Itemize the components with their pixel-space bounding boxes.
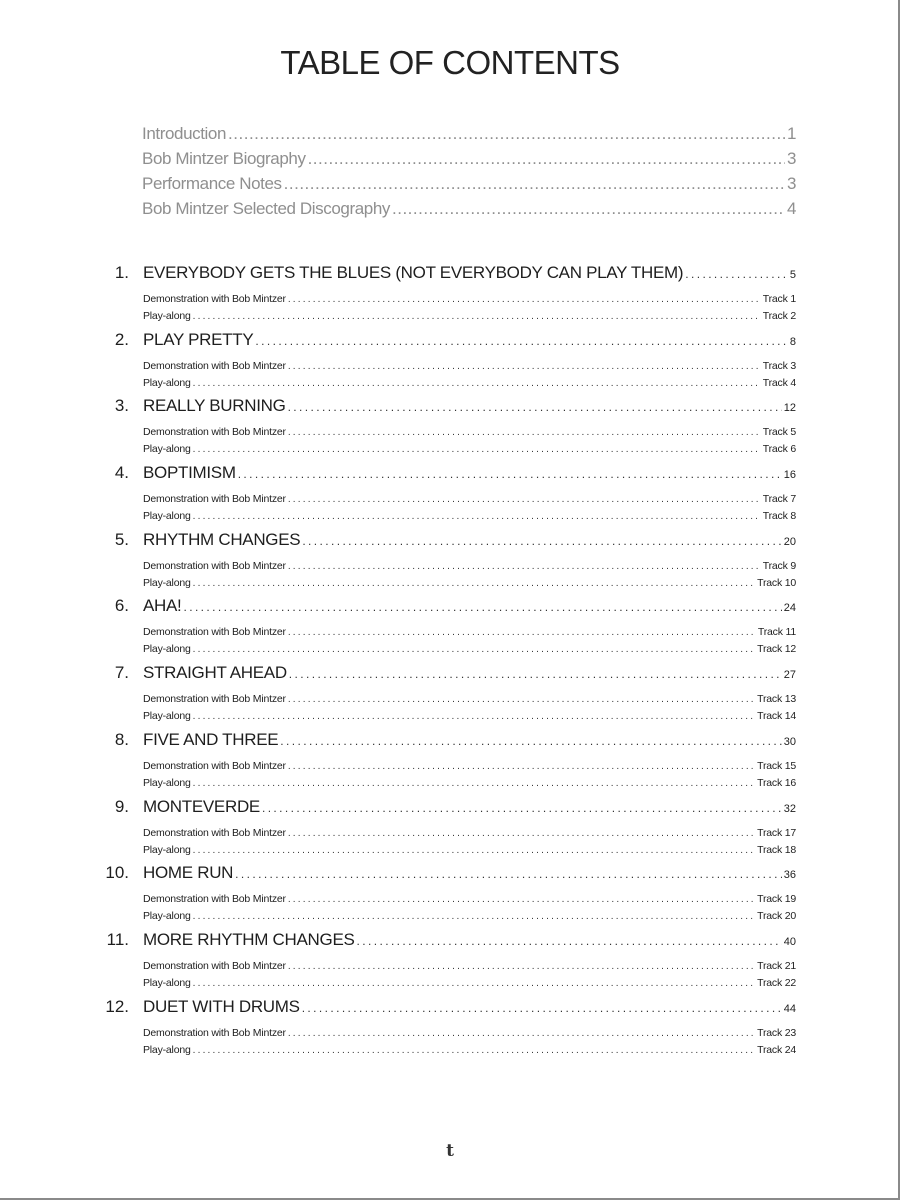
- play-along-track-row[interactable]: [143, 377, 796, 394]
- song-page: 44: [783, 1002, 796, 1015]
- play-along-label: Play-along: [143, 976, 191, 989]
- front-matter-entry[interactable]: [142, 174, 796, 199]
- front-matter-entry[interactable]: [142, 149, 796, 174]
- song-title: FIVE AND THREE: [143, 729, 279, 749]
- song-title: MONTEVERDE: [143, 796, 260, 816]
- play-along-track-row[interactable]: [143, 643, 796, 660]
- song-entry: [100, 596, 796, 663]
- song-entry: [100, 263, 796, 330]
- song-title-row[interactable]: [100, 930, 796, 960]
- song-title: MORE RHYTHM CHANGES: [143, 929, 355, 949]
- play-along-track-row[interactable]: [143, 443, 796, 460]
- dot-leader: [288, 961, 755, 972]
- demo-track: Track 13: [757, 693, 796, 706]
- demo-track-row[interactable]: [143, 760, 796, 777]
- demo-track-row[interactable]: [143, 1027, 796, 1044]
- demo-track: Track 5: [762, 426, 796, 439]
- play-along-track: Track 16: [757, 776, 796, 789]
- dot-leader: [289, 667, 782, 681]
- demo-label: Demonstration with Bob Mintzer: [143, 359, 286, 372]
- demo-track: Track 3: [762, 359, 796, 372]
- song-number: 1.: [114, 263, 129, 282]
- play-along-track-row[interactable]: [143, 844, 796, 861]
- dot-leader: [262, 801, 782, 815]
- dot-leader: [193, 911, 756, 922]
- dot-leader: [288, 294, 761, 305]
- front-matter-list: [142, 124, 796, 224]
- song-title: BOPTIMISM: [143, 463, 236, 483]
- song-page: 40: [783, 935, 796, 948]
- play-along-track: Track 20: [757, 910, 796, 923]
- dot-leader: [392, 199, 785, 219]
- dot-leader: [288, 1028, 755, 1039]
- play-along-label: Play-along: [143, 310, 191, 322]
- dot-leader: [193, 311, 761, 322]
- dot-leader: [288, 828, 755, 839]
- song-title-row[interactable]: [100, 596, 796, 626]
- song-page: 36: [783, 869, 796, 882]
- song-number: 4.: [114, 463, 129, 483]
- dot-leader: [193, 1045, 756, 1056]
- front-matter-page: 3: [786, 149, 796, 168]
- play-along-track: Track 12: [757, 643, 796, 656]
- song-title-row[interactable]: [100, 463, 796, 493]
- dot-leader: [288, 694, 755, 705]
- demo-track-row[interactable]: [143, 960, 796, 977]
- song-page: 12: [783, 402, 796, 415]
- song-title: RHYTHM CHANGES: [143, 529, 301, 549]
- play-along-label: Play-along: [143, 843, 191, 856]
- page-title: TABLE OF CONTENTS: [280, 44, 620, 81]
- dot-leader: [183, 600, 781, 614]
- song-page: 20: [783, 535, 796, 548]
- front-matter-label: Performance Notes: [142, 174, 282, 193]
- demo-track: Track 1: [762, 293, 796, 305]
- song-page: 16: [783, 469, 796, 482]
- play-along-track: Track 24: [757, 1043, 796, 1056]
- front-matter-entry[interactable]: [142, 199, 796, 224]
- play-along-track-row[interactable]: [143, 777, 796, 794]
- song-title-row[interactable]: [100, 396, 796, 426]
- play-along-track-row[interactable]: [143, 710, 796, 727]
- play-along-label: Play-along: [143, 776, 191, 789]
- play-along-track: Track 8: [762, 510, 796, 523]
- dot-leader: [302, 1001, 782, 1015]
- dot-leader: [288, 494, 761, 505]
- play-along-track-row[interactable]: [143, 977, 796, 994]
- dot-leader: [193, 845, 756, 856]
- dot-leader: [288, 627, 756, 638]
- demo-track-row[interactable]: [143, 626, 796, 643]
- dot-leader: [308, 149, 785, 169]
- demo-track: Track 15: [757, 759, 796, 772]
- play-along-label: Play-along: [143, 576, 191, 589]
- dot-leader: [255, 334, 787, 348]
- demo-label: Demonstration with Bob Mintzer: [143, 559, 286, 572]
- dot-leader: [288, 894, 755, 905]
- demo-label: Demonstration with Bob Mintzer: [143, 293, 286, 305]
- song-entry: [100, 863, 796, 930]
- song-title: DUET WITH DRUMS: [143, 996, 300, 1016]
- dot-leader: [193, 378, 761, 389]
- play-along-label: Play-along: [143, 643, 191, 656]
- play-along-track-row[interactable]: [143, 910, 796, 927]
- dot-leader: [288, 427, 761, 438]
- front-matter-page: 1: [786, 124, 796, 143]
- dot-leader: [238, 467, 782, 481]
- demo-track-row[interactable]: [143, 827, 796, 844]
- dot-leader: [302, 534, 781, 548]
- dot-leader: [193, 578, 756, 589]
- play-along-track: Track 10: [757, 576, 796, 589]
- song-entry: [100, 930, 796, 997]
- song-number: 10.: [105, 863, 129, 883]
- demo-track-row[interactable]: [143, 293, 796, 310]
- dot-leader: [193, 644, 756, 655]
- demo-label: Demonstration with Bob Mintzer: [143, 893, 286, 906]
- dot-leader: [193, 778, 756, 789]
- demo-track-row[interactable]: [143, 426, 796, 443]
- dot-leader: [685, 267, 788, 281]
- demo-track: Track 9: [762, 559, 796, 572]
- song-title: HOME RUN: [143, 863, 234, 883]
- dot-leader: [193, 711, 756, 722]
- song-entry: [100, 730, 796, 797]
- song-entry: [100, 797, 796, 864]
- demo-label: Demonstration with Bob Mintzer: [143, 493, 286, 506]
- song-number: 5.: [114, 529, 129, 549]
- demo-track-row[interactable]: [143, 493, 796, 510]
- song-title-row[interactable]: [100, 730, 796, 760]
- song-number: 12.: [105, 996, 129, 1016]
- play-along-track: Track 22: [757, 976, 796, 989]
- demo-track: Track 21: [757, 959, 796, 972]
- song-page: 32: [783, 802, 796, 815]
- front-matter-page: 3: [786, 174, 796, 193]
- demo-track: Track 23: [757, 1026, 796, 1039]
- song-number: 11.: [106, 929, 129, 949]
- song-entry: [100, 330, 796, 397]
- song-title-row[interactable]: [100, 663, 796, 693]
- song-entry: [100, 463, 796, 530]
- play-along-track-row[interactable]: [143, 310, 796, 327]
- dot-leader: [193, 444, 761, 455]
- demo-track: Track 17: [757, 826, 796, 839]
- front-matter-entry[interactable]: [142, 124, 796, 149]
- song-page: 8: [789, 335, 796, 348]
- front-matter-label: Introduction: [142, 124, 227, 143]
- play-along-track: Track 14: [757, 710, 796, 723]
- song-title-row[interactable]: [100, 797, 796, 827]
- front-matter-label: Bob Mintzer Selected Discography: [142, 199, 390, 218]
- demo-label: Demonstration with Bob Mintzer: [143, 759, 286, 772]
- song-title-row[interactable]: [100, 997, 796, 1027]
- song-title-row[interactable]: [100, 263, 796, 293]
- song-page: 27: [783, 669, 796, 682]
- demo-label: Demonstration with Bob Mintzer: [143, 426, 286, 439]
- demo-label: Demonstration with Bob Mintzer: [143, 626, 286, 639]
- play-along-track: Track 6: [762, 443, 796, 456]
- song-page: 30: [783, 735, 796, 748]
- demo-track: Track 7: [762, 493, 796, 506]
- dot-leader: [288, 561, 761, 572]
- dot-leader: [288, 761, 755, 772]
- song-title: PLAY PRETTY: [143, 329, 254, 349]
- play-along-track: Track 2: [762, 310, 796, 322]
- dot-leader: [288, 361, 761, 372]
- dot-leader: [280, 734, 781, 748]
- dot-leader: [235, 867, 782, 881]
- song-number: 8.: [114, 729, 129, 749]
- song-entry: [100, 997, 796, 1064]
- dot-leader: [288, 400, 782, 414]
- play-along-label: Play-along: [143, 443, 191, 456]
- song-entry: [100, 663, 796, 730]
- page-number: t: [446, 1141, 454, 1161]
- song-title: STRAIGHT AHEAD: [143, 663, 287, 683]
- demo-label: Demonstration with Bob Mintzer: [143, 1026, 286, 1039]
- demo-track-row[interactable]: [143, 693, 796, 710]
- demo-track-row[interactable]: [143, 893, 796, 910]
- demo-label: Demonstration with Bob Mintzer: [143, 693, 286, 706]
- play-along-track: Track 18: [757, 843, 796, 856]
- play-along-label: Play-along: [143, 376, 191, 389]
- song-title-row[interactable]: [100, 530, 796, 560]
- song-number: 7.: [114, 663, 129, 683]
- play-along-track-row[interactable]: [143, 1044, 796, 1061]
- song-title: EVERYBODY GETS THE BLUES (NOT EVERYBODY CAN PLAY THEM): [143, 263, 684, 282]
- play-along-track: Track 4: [762, 376, 796, 389]
- demo-track-row[interactable]: [143, 560, 796, 577]
- song-entry: [100, 530, 796, 597]
- front-matter-label: Bob Mintzer Biography: [142, 149, 306, 168]
- song-entry: [100, 396, 796, 463]
- dot-leader: [284, 174, 785, 194]
- demo-track-row[interactable]: [143, 360, 796, 377]
- demo-track: Track 11: [757, 626, 796, 639]
- play-along-label: Play-along: [143, 1043, 191, 1056]
- dot-leader: [357, 934, 782, 948]
- play-along-track-row[interactable]: [143, 577, 796, 594]
- song-title: AHA!: [143, 596, 182, 616]
- play-along-label: Play-along: [143, 910, 191, 923]
- demo-label: Demonstration with Bob Mintzer: [143, 959, 286, 972]
- dot-leader: [193, 511, 761, 522]
- song-title-row[interactable]: [100, 863, 796, 893]
- demo-track: Track 19: [757, 893, 796, 906]
- song-page: 24: [783, 602, 796, 615]
- song-number: 6.: [114, 596, 129, 616]
- dot-leader: [193, 978, 756, 989]
- dot-leader: [228, 124, 785, 144]
- song-number: 2.: [114, 329, 129, 349]
- song-page: 5: [789, 269, 796, 281]
- demo-label: Demonstration with Bob Mintzer: [143, 826, 286, 839]
- song-title: REALLY BURNING: [143, 396, 286, 416]
- song-number: 9.: [114, 796, 129, 816]
- play-along-label: Play-along: [143, 510, 191, 523]
- play-along-label: Play-along: [143, 710, 191, 723]
- song-title-row[interactable]: [100, 330, 796, 360]
- front-matter-page: 4: [786, 199, 796, 218]
- song-number: 3.: [114, 396, 129, 416]
- play-along-track-row[interactable]: [143, 510, 796, 527]
- song-list: [100, 263, 796, 1063]
